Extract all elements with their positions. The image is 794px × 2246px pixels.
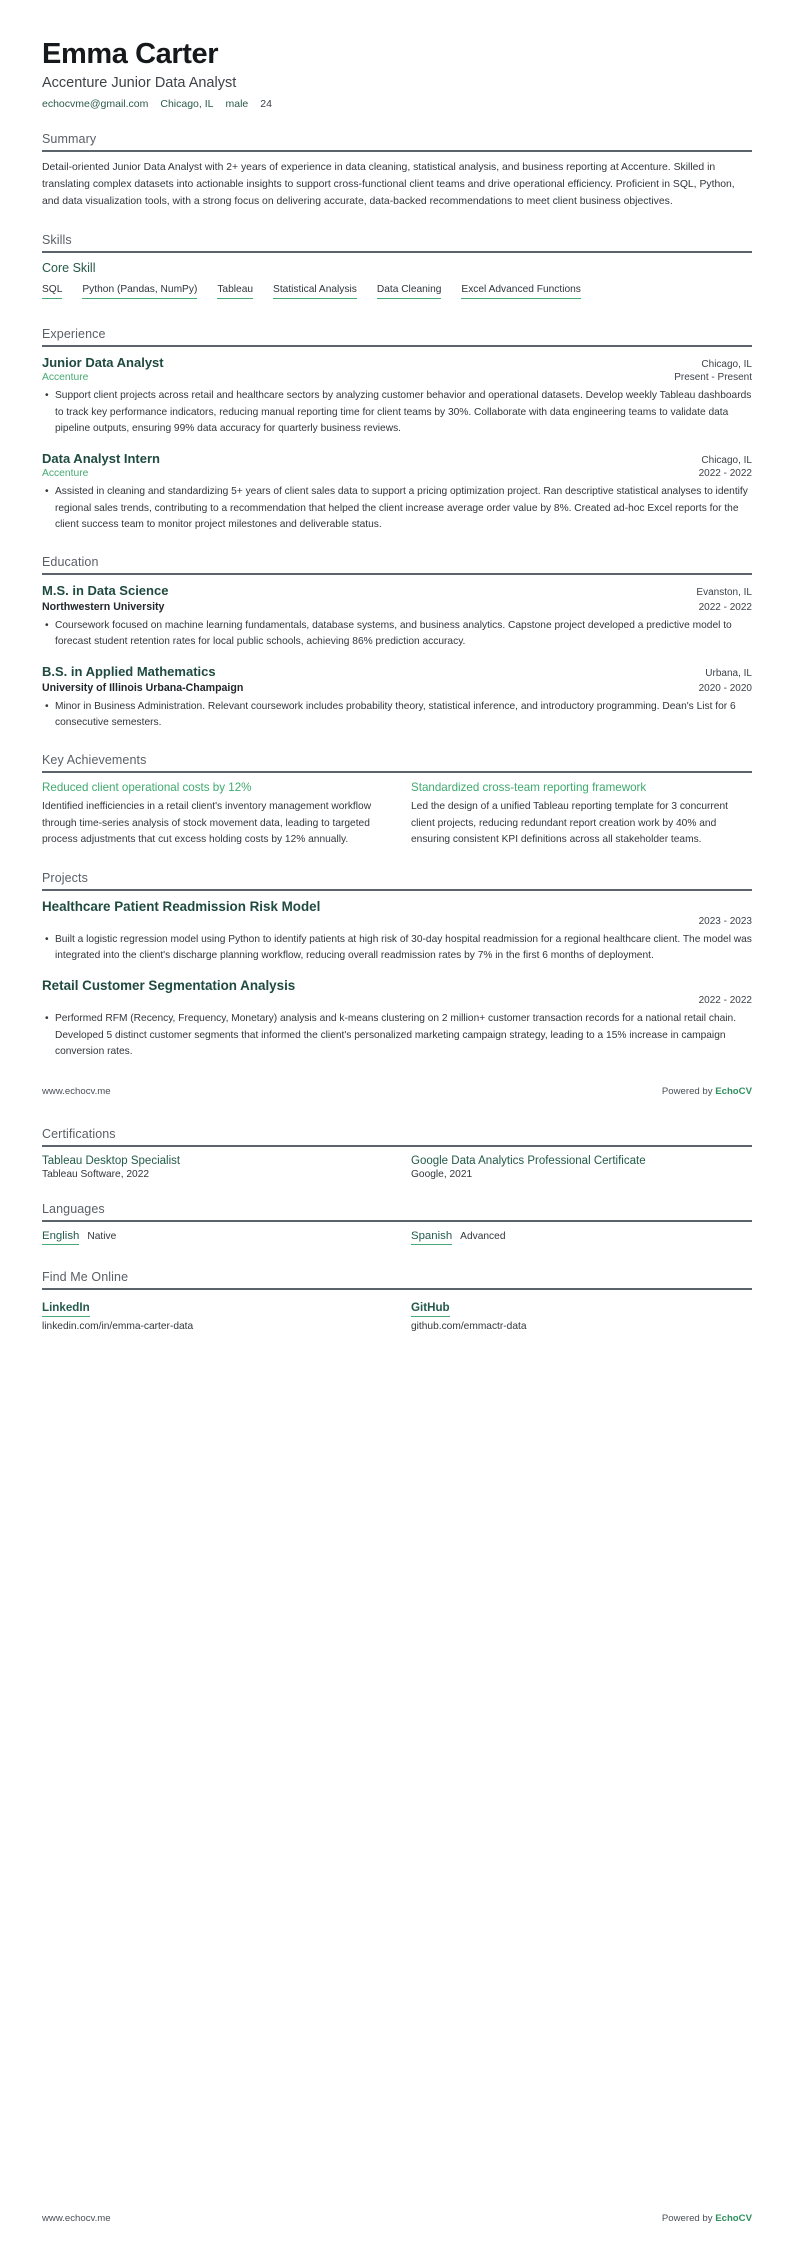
section-certifications — [42, 1127, 752, 1180]
education-dates: 2022 - 2022 — [698, 601, 752, 613]
experience-company: Accenture — [42, 372, 89, 384]
skill-chip: Data Cleaning — [377, 284, 442, 299]
project-entry — [42, 899, 752, 965]
skill-chip: Excel Advanced Functions — [461, 284, 581, 299]
section-title-certifications: Certifications — [42, 1127, 116, 1142]
link-grid — [42, 1298, 752, 1332]
achievement-item — [411, 781, 752, 849]
bullet-item: • Support client projects across retail and healthcare sectors by analyzing customer behavior and operational datasets. Develop weekly Tableau dashboards to track key performance indicators, reducing manual reporting time for client teams by 30%. Collaborate with data engineering teams to validate data pipeline outputs, ensuring 99% data accuracy for quarterly business reviews. — [55, 388, 752, 437]
bullet-item: • Coursework focused on machine learning fundamentals, database systems, and business analytics. Capstone project developed a predictive model to forecast student retention rates for local public schools, achieving 86% prediction accuracy. — [55, 618, 752, 651]
experience-title: Data Analyst Intern — [42, 451, 160, 467]
skill-group-name: Core Skill — [42, 261, 96, 275]
project-dates: 2022 - 2022 — [698, 995, 752, 1007]
resume-sheet-lower — [0, 1097, 794, 1332]
bullet-item: • Built a logistic regression model using Python to identify patients at high risk of 30-day hospital readmission for a regional healthcare client. The model was integrated into the client's discharge planning workflow, reducing overall readmission rates by 7% in the first 6 months of deployment. — [55, 932, 752, 965]
certification-name: Tableau Desktop Specialist — [42, 1155, 181, 1168]
language-item — [411, 1230, 752, 1248]
achievement-title: Standardized cross-team reporting framework — [411, 781, 647, 795]
education-degree: B.S. in Applied Mathematics — [42, 664, 216, 680]
link-item — [42, 1298, 383, 1332]
education-entry — [42, 664, 752, 731]
project-entry — [42, 978, 752, 1060]
project-title: Healthcare Patient Readmission Risk Model — [42, 898, 321, 914]
project-dates: 2023 - 2023 — [698, 915, 752, 927]
achievement-grid — [42, 781, 752, 849]
contact-gender: male — [225, 98, 249, 111]
project-bullets — [42, 932, 752, 965]
section-title-experience: Experience — [42, 327, 106, 341]
certification-issuer: Tableau Software, 2022 — [42, 1169, 150, 1181]
bullet-item: • Assisted in cleaning and standardizing 5+ years of client sales data to support a pricing optimization project. Ran descriptive statistical analyses to identify regional sales trends, contributing to a recommendation that helped the client increase average order value by 8%. Created ad-hoc Excel reports for the client success team to monitor project milestones and deliverable status. — [55, 484, 752, 533]
achievement-item — [42, 781, 383, 849]
link-name[interactable]: GitHub — [411, 1301, 450, 1317]
section-languages — [42, 1202, 752, 1248]
project-title: Retail Customer Segmentation Analysis — [42, 978, 296, 994]
education-location: Urbana, IL — [705, 668, 752, 680]
experience-entry — [42, 355, 752, 437]
section-experience — [42, 327, 752, 533]
contact-email[interactable]: echocvme@gmail.com — [42, 98, 149, 111]
education-bullets — [42, 618, 752, 651]
bullet-item: • Performed RFM (Recency, Frequency, Monetary) analysis and k-means clustering on 2 million+ customer transaction records for a national retail chain. Developed 5 distinct customer segments that informed the client's personalized marketing campaign strategy, leading to a 15% increase in campaign conversion rates. — [55, 1011, 752, 1060]
achievement-description: Led the design of a unified Tableau reporting template for 3 concurrent client projects, reducing redundant report creation work by 40% and ensuring consistent KPI definitions across all stakeholder teams. — [411, 801, 728, 846]
education-bullets — [42, 699, 752, 732]
experience-bullets — [42, 484, 752, 533]
certification-item — [411, 1155, 752, 1180]
section-title-skills: Skills — [42, 233, 72, 247]
contact-age: 24 — [260, 98, 272, 111]
section-find-me-online — [42, 1270, 752, 1332]
certification-grid — [42, 1155, 752, 1180]
resume-sheet — [0, 0, 794, 1060]
page-footer-top — [0, 1086, 794, 1097]
education-entry — [42, 583, 752, 650]
link-url[interactable]: github.com/emmactr-data — [411, 1321, 527, 1333]
certification-item — [42, 1155, 383, 1180]
candidate-name: Emma Carter — [42, 38, 219, 70]
footer-powered-by — [662, 1086, 752, 1097]
experience-company: Accenture — [42, 468, 89, 480]
skill-list — [42, 284, 752, 305]
skill-chip: Python (Pandas, NumPy) — [82, 284, 197, 299]
contact-location: Chicago, IL — [160, 98, 214, 111]
section-title-education: Education — [42, 555, 99, 570]
section-key-achievements — [42, 753, 752, 849]
education-school: Northwestern University — [42, 600, 165, 613]
language-level: Native — [87, 1231, 117, 1243]
education-location: Evanston, IL — [696, 587, 752, 599]
section-title-projects: Projects — [42, 870, 88, 885]
education-school: University of Illinois Urbana-Champaign — [42, 681, 244, 694]
footer-brand-name[interactable]: EchoCV — [715, 2213, 752, 2224]
page-footer-bottom — [0, 2213, 794, 2224]
footer-powered-prefix: Powered by — [661, 2213, 716, 2224]
section-summary — [42, 132, 752, 211]
section-skills — [42, 233, 752, 305]
link-url[interactable]: linkedin.com/in/emma-carter-data — [42, 1321, 194, 1333]
experience-location: Chicago, IL — [701, 455, 752, 467]
link-item — [411, 1298, 752, 1332]
section-title-languages: Languages — [42, 1202, 105, 1217]
section-title-links: Find Me Online — [42, 1270, 129, 1285]
footer-powered-by — [662, 2213, 752, 2224]
footer-powered-prefix: Powered by — [661, 1086, 716, 1098]
experience-dates: 2022 - 2022 — [698, 468, 752, 480]
achievement-description: Identified inefficiencies in a retail client's inventory management workflow through time-series analysis of stock movement data, leading to targeted process adjustments that cut excess holding costs by 12% annually. — [42, 801, 372, 846]
education-degree: M.S. in Data Science — [42, 583, 169, 599]
skill-chip: Statistical Analysis — [273, 284, 357, 299]
footer-brand-name[interactable]: EchoCV — [715, 1086, 752, 1098]
experience-location: Chicago, IL — [701, 359, 752, 370]
language-grid — [42, 1230, 752, 1248]
footer-url[interactable]: www.echocv.me — [42, 1086, 111, 1098]
language-item — [42, 1230, 383, 1248]
certification-name: Google Data Analytics Professional Certificate — [411, 1155, 646, 1168]
certification-issuer: Google, 2021 — [411, 1169, 473, 1181]
contact-line — [42, 98, 752, 110]
experience-entry — [42, 451, 752, 533]
footer-url[interactable]: www.echocv.me — [42, 2213, 111, 2224]
resume-header — [42, 38, 752, 110]
achievement-title: Reduced client operational costs by 12% — [42, 781, 252, 795]
section-education — [42, 555, 752, 731]
education-dates: 2020 - 2020 — [698, 682, 752, 694]
project-bullets — [42, 1011, 752, 1060]
bullet-item: • Minor in Business Administration. Relevant coursework includes probability theory, statistical inference, and introductory programming. Dean's List for 6 consecutive semesters. — [55, 699, 752, 732]
skill-chip: SQL — [42, 284, 62, 299]
link-name[interactable]: LinkedIn — [42, 1301, 90, 1317]
section-title-summary: Summary — [42, 132, 97, 147]
candidate-role: Accenture Junior Data Analyst — [42, 75, 237, 92]
section-projects — [42, 871, 752, 1061]
experience-dates: Present - Present — [674, 372, 752, 384]
experience-bullets — [42, 388, 752, 437]
skill-chip: Tableau — [217, 284, 253, 299]
section-title-achievements: Key Achievements — [42, 753, 147, 768]
summary-text: Detail-oriented Junior Data Analyst with 2+ years of experience in data cleaning, statistical analysis, and business reporting at Accenture. Skilled in translating complex datasets into actionable insights to support cross-functional client teams and drive operational efficiency. Proficient in SQL, Python, and data visualization tools, with a strong focus on delivering accurate, data-backed recommendations to meet client business objectives. — [42, 162, 735, 208]
experience-title: Junior Data Analyst — [42, 355, 164, 370]
language-name: Spanish — [411, 1230, 452, 1245]
language-level: Advanced — [460, 1231, 506, 1243]
language-name: English — [42, 1230, 79, 1245]
